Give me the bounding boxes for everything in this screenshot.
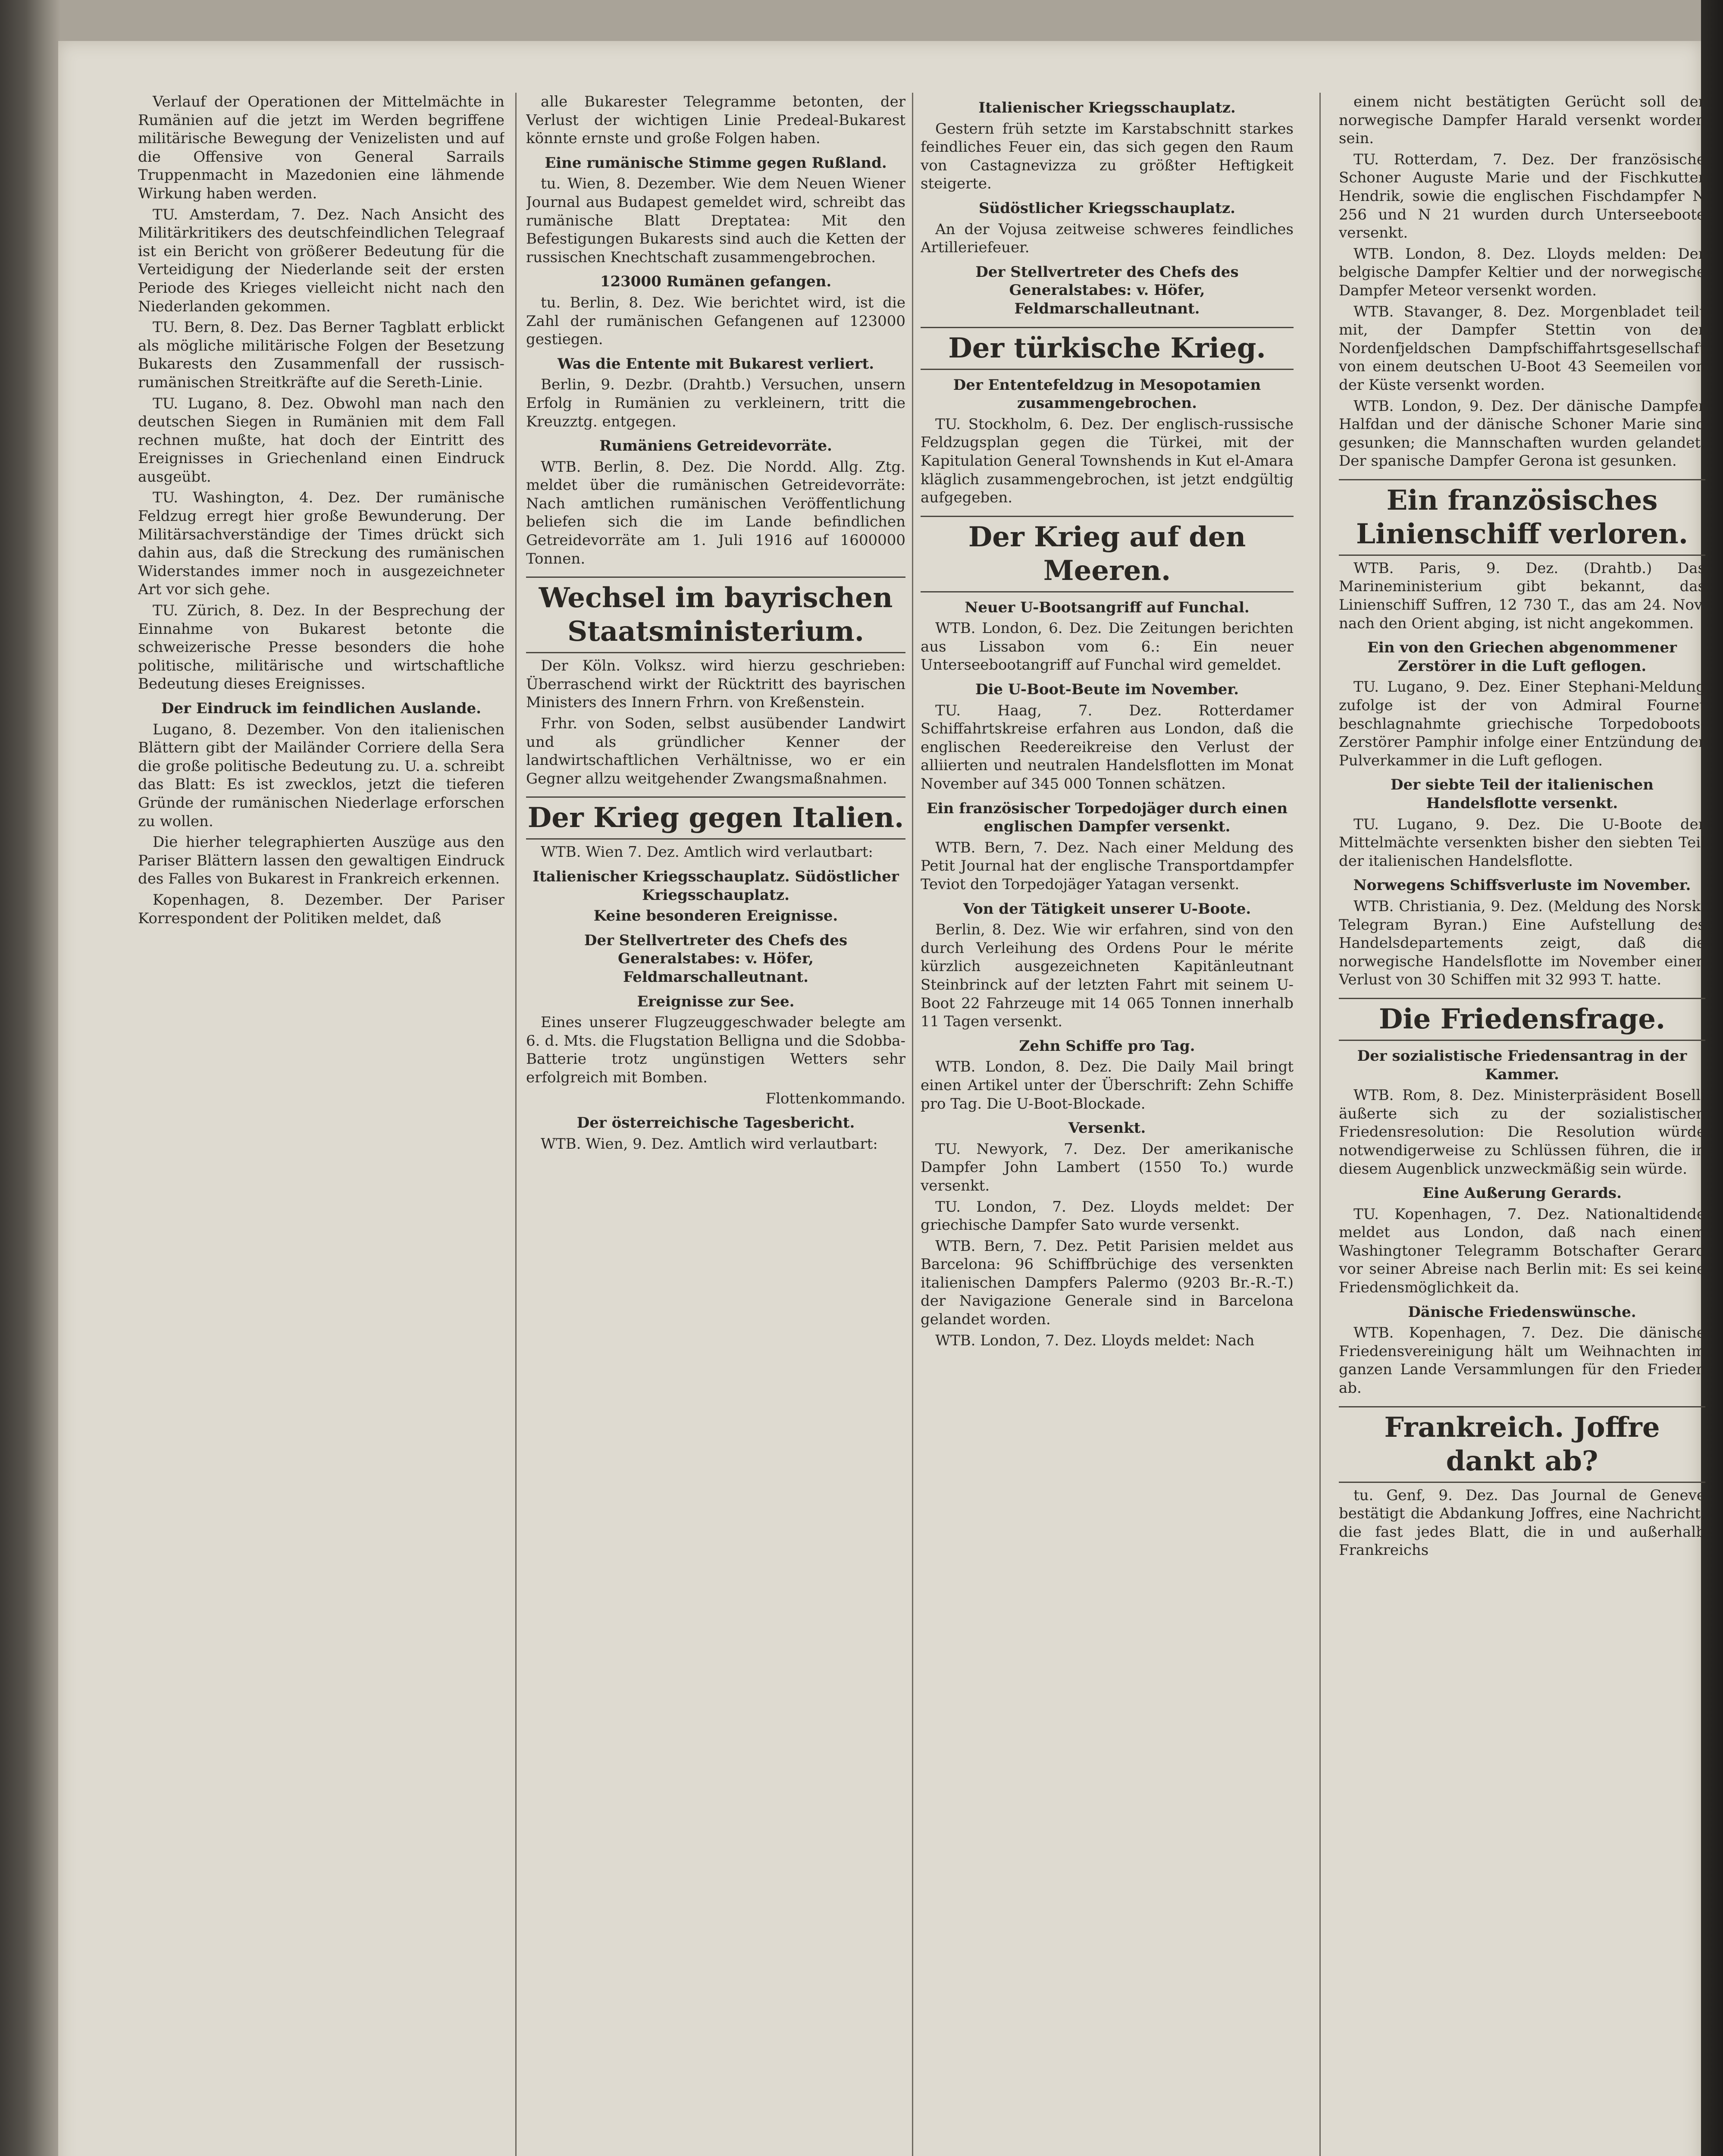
article-heading: Der Eindruck im feindlichen Auslande. [161, 700, 481, 717]
article-heading: Der Ententefeldzug in Mesopotamien zusammengebrochen. [953, 376, 1261, 412]
article-paragraph: tu. Wien, 8. Dezember. Wie dem Neuen Wiener Journal aus Budapest gemeldet wird, schreibt das rumänische Blatt Dreptatea: Mit den Befestigungen Bukarests sind auch die Ketten der russischen Knechtschaft zusammengebrochen. [526, 175, 905, 266]
column-3 [921, 93, 1294, 2156]
article-paragraph: WTB. Kopenhagen, 7. Dez. Die dänische Friedensvereinigung hält um Weihnachten im ganzen Lande Versammlungen für den Frieden ab. [1339, 1324, 1705, 1397]
article-paragraph: TU. Bern, 8. Dez. Das Berner Tagblatt erblickt als mögliche militärische Folgen der Besetzung Bukarests den Zusammenfall der russisch-rumänischen Streitkräfte auf die Sereth-Linie. [138, 319, 504, 391]
article-paragraph: TU. Rotterdam, 7. Dez. Der französische Schoner Auguste Marie und der Fischkutter Hendrik, sowie die englischen Fischdampfer N 256 und N 21 wurden durch Unterseeboote versenkt. [1339, 150, 1705, 242]
article-paragraph: TU. Lugano, 8. Dez. Obwohl man nach den deutschen Siegen in Rumänien mit dem Fall rechnen mußte, hat doch der Eintritt des Ereignisses in Griechenland einen Eindruck ausgeübt. [138, 395, 504, 486]
article-heading: Rumäniens Getreidevorräte. [599, 437, 832, 455]
article-heading: Zehn Schiffe pro Tag. [1019, 1037, 1195, 1055]
section-headline: Frankreich. Joffre dankt ab? [1339, 1406, 1705, 1483]
article-heading: Der Stellvertreter des Chefs des Generalstabes: v. Höfer, Feldmarschalleutnant. [975, 263, 1239, 317]
article-paragraph: WTB. Berlin, 8. Dez. Die Nordd. Allg. Ztg. meldet über die rumänischen Getreidevorräte: Nach amtlichen rumänischen Veröffentlichung beliefen sich die im Lande befindlichen Getreidevorräte am 1. Juli 1916 auf 1600000 Tonnen. [526, 458, 905, 567]
article-paragraph: WTB. London, 8. Dez. Die Daily Mail bringt einen Artikel unter der Überschrift: Zehn Schiffe pro Tag. Die U-Boot-Blockade. [921, 1058, 1294, 1112]
signature: Flottenkommando. [765, 1090, 905, 1107]
article-paragraph: alle Bukarester Telegramme betonten, der Verlust der wichtigen Linie Predeal-Bukarest könnte ernste und große Folgen haben. [526, 93, 905, 147]
article-paragraph: Kopenhagen, 8. Dezember. Der Pariser Korrespondent der Politiken meldet, daß [138, 891, 504, 927]
article-heading: Südöstlicher Kriegsschauplatz. [978, 199, 1236, 217]
article-paragraph: WTB. Christiania, 9. Dez. (Meldung des Norsk. Telegram Byran.) Eine Aufstellung des Handelsdepartements zeigt, daß die norwegische Handelsflotte im November einen Verlust von 30 Schiffen mit 32 993 T. hatte. [1339, 897, 1705, 989]
article-paragraph: Der Köln. Volksz. wird hierzu geschrieben: Überraschend wirkt der Rücktritt des bayrischen Ministers des Innern Frhrn. von Kreßenstein. [526, 657, 905, 711]
article-paragraph: tu. Genf, 9. Dez. Das Journal de Geneve bestätigt die Abdankung Joffres, eine Nachricht, die fast jedes Blatt, die in und außerhalb Frankreichs [1339, 1486, 1705, 1559]
article-paragraph: WTB. Stavanger, 8. Dez. Morgenbladet teilt mit, der Dampfer Stettin von der Nordenfjeldschen Dampfschiffahrtsgesellschaft von einem deutschen U-Boot 43 Seemeilen von der Küste versenkt worden. [1339, 303, 1705, 394]
article-paragraph: Frhr. von Soden, selbst ausübender Landwirt und als gründlicher Kenner der landwirtschaftlichen Verhältnisse, wo er ein Gegner allzu weitgehender Zwangsmaßnahmen. [526, 715, 905, 787]
article-heading: Dänische Friedenswünsche. [1408, 1303, 1636, 1321]
article-paragraph: An der Vojusa zeitweise schweres feindliches Artilleriefeuer. [921, 220, 1294, 257]
section-headline: Wechsel im bayrischen Staatsministerium. [526, 577, 905, 653]
article-paragraph: WTB. London, 6. Dez. Die Zeitungen berichten aus Lissabon vom 6.: Ein neuer Unterseebootangriff auf Funchal wird gemeldet. [921, 620, 1294, 674]
article-heading: Die U-Boot-Beute im November. [975, 681, 1239, 699]
section-headline: Der Krieg auf den Meeren. [921, 516, 1294, 592]
article-heading: 123000 Rumänen gefangen. [600, 273, 832, 291]
section-headline: Die Friedensfrage. [1339, 998, 1705, 1041]
article-paragraph: TU. Lugano, 9. Dez. Die U-Boote der Mittelmächte versenkten bisher den siebten Teil der italienischen Handelsflotte. [1339, 815, 1705, 870]
article-paragraph: Gestern früh setzte im Karstabschnitt starkes feindliches Feuer ein, das sich gegen den Raum von Castagnevizza zu größter Heftigkeit steigerte. [921, 120, 1294, 193]
article-paragraph: WTB. Bern, 7. Dez. Petit Parisien meldet aus Barcelona: 96 Schiffbrüchige des versenkten italienischen Dampfers Palermo (9203 Br.-R.-T.) der Navigazione Generale sind in Barcelona gelandet worden. [921, 1237, 1294, 1329]
column-rule [1319, 93, 1321, 2156]
article-heading: Der Stellvertreter des Chefs des Generalstabes: v. Höfer, Feldmarschalleutnant. [584, 931, 848, 986]
section-headline: Ein französisches Linienschiff verloren. [1339, 479, 1705, 556]
section-headline: Der türkische Krieg. [921, 327, 1294, 370]
article-heading: Ereignisse zur See. [637, 993, 795, 1010]
article-heading: Der sozialistische Friedensantrag in der Kammer. [1357, 1047, 1687, 1083]
column-rule [912, 93, 913, 2156]
article-paragraph: Lugano, 8. Dezember. Von den italienischen Blättern gibt der Mailänder Corriere della Sera die große politische Bedeutung zu. U. a. schreibt das Blatt: Es ist zwecklos, jetzt die tieferen Gründe der rumänischen Niederlage erforschen zu wollen. [138, 721, 504, 830]
article-heading: Ein von den Griechen abgenommener Zerstörer in die Luft geflogen. [1367, 639, 1677, 675]
article-paragraph: TU. Haag, 7. Dez. Rotterdamer Schiffahrtskreise erfahren aus London, daß die englischen Reedereikreise den Verlust der alliierten und neutralen Handelsflotten im Monat November auf 345 000 Tonnen schätzen. [921, 702, 1294, 793]
article-heading: Italienischer Kriegsschauplatz. Südöstlicher Kriegsschauplatz. [533, 868, 899, 904]
article-paragraph: WTB. Bern, 7. Dez. Nach einer Meldung des Petit Journal hat der englische Transportdampfer Teviot den Torpedojäger Yatagan versenkt. [921, 839, 1294, 893]
article-heading: Versenkt. [1068, 1119, 1146, 1137]
article-paragraph: WTB. London, 9. Dez. Der dänische Dampfer Halfdan und der dänische Schoner Marie sind gesunken; die Mannschaften wurden gelandet. Der spanische Dampfer Gerona ist gesunken. [1339, 397, 1705, 470]
article-heading: Eine Außerung Gerards. [1422, 1185, 1622, 1202]
column-rule [515, 93, 517, 2156]
article-heading: Was die Entente mit Bukarest verliert. [557, 355, 874, 373]
article-heading: Eine rumänische Stimme gegen Rußland. [545, 154, 887, 172]
article-paragraph: TU. Washington, 4. Dez. Der rumänische Feldzug erregt hier große Bewunderung. Der Militärsachverständige der Times drückt sich dahin aus, daß die Streckung des rumänischen Widerstandes immer noch in ausgezeichneter Art vor sich gehe. [138, 489, 504, 599]
article-paragraph: TU. London, 7. Dez. Lloyds meldet: Der griechische Dampfer Sato wurde versenkt. [921, 1198, 1294, 1234]
column-2 [526, 93, 905, 2156]
article-paragraph: WTB. London, 7. Dez. Lloyds meldet: Nach [935, 1332, 1255, 1349]
article-paragraph: Eines unserer Flugzeuggeschwader belegte am 6. d. Mts. die Flugstation Belligna und die Sdobba-Batterie trotz ungünstigen Wetters sehr erfolgreich mit Bomben. [526, 1014, 905, 1086]
article-heading: Norwegens Schiffsverluste im November. [1353, 877, 1691, 894]
article-paragraph: WTB. Wien, 9. Dez. Amtlich wird verlautbart: [541, 1135, 878, 1153]
article-paragraph: WTB. Rom, 8. Dez. Ministerpräsident Boselli äußerte sich zu der sozialistischen Friedensresolution: Die Resolution würde notwendigerweise zu Schlüssen führen, die in diesem Augenblick unzweckmäßig sein würde. [1339, 1087, 1705, 1178]
article-paragraph: WTB. London, 8. Dez. Lloyds melden: Der belgische Dampfer Keltier und der norwegische Dampfer Meteor versenkt worden. [1339, 245, 1705, 299]
article-paragraph: einem nicht bestätigten Gerücht soll der norwegische Dampfer Harald versenkt worden sein. [1339, 93, 1705, 147]
article-paragraph: tu. Berlin, 8. Dez. Wie berichtet wird, ist die Zahl der rumänischen Gefangenen auf 123000 gestiegen. [526, 294, 905, 348]
article-heading: Von der Tätigkeit unserer U-Boote. [963, 900, 1251, 918]
article-heading: Ein französischer Torpedojäger durch einen englischen Dampfer versenkt. [926, 799, 1288, 836]
article-paragraph: TU. Amsterdam, 7. Dez. Nach Ansicht des Militärkritikers des deutschfeindlichen Telegraaf ist ein Bericht von größerer Bedeutung für die Verteidigung der Niederlande seit der ersten Periode des Krieges vielleicht nicht nach den Niederlanden gekommen. [138, 206, 504, 315]
article-paragraph: Berlin, 9. Dezbr. (Drahtb.) Versuchen, unsern Erfolg in Rumänien zu verkleinern, tritt die Kreuzztg. entgegen. [526, 376, 905, 430]
article-paragraph: Verlauf der Operationen der Mittelmächte in Rumänien auf die jetzt im Werden begriffene militärische Bewegung der Venizelisten und auf die Offensive von General Sarrails Truppenmacht in Mazedonien eine lähmende Wirkung haben werden. [138, 93, 504, 202]
article-paragraph: TU. Lugano, 9. Dez. Einer Stephani-Meldung zufolge ist der von Admiral Fournet beschlagnahmte griechische Torpedoboots-Zerstörer Pamphir infolge einer Entzündung der Pulverkammer in die Luft geflogen. [1339, 678, 1705, 769]
column-4 [1339, 93, 1705, 2156]
section-headline: Der Krieg gegen Italien. [526, 796, 905, 840]
sub-heading: Keine besonderen Ereignisse. [593, 907, 838, 925]
article-paragraph: TU. Stockholm, 6. Dez. Der englisch-russische Feldzugsplan gegen die Türkei, mit der Kapitulation General Townshends in Kut el-Amara kläglich zusammengebrochen, ist jetzt endgültig aufgegeben. [921, 415, 1294, 507]
article-paragraph: Die hierher telegraphierten Auszüge aus den Pariser Blättern lassen den gewaltigen Eindruck des Falles von Bukarest in Frankreich erkennen. [138, 834, 504, 888]
article-paragraph: TU. Newyork, 7. Dez. Der amerikanische Dampfer John Lambert (1550 To.) wurde versenkt. [921, 1140, 1294, 1194]
article-heading: Neuer U-Bootsangriff auf Funchal. [965, 599, 1250, 616]
article-paragraph: Berlin, 8. Dez. Wie wir erfahren, sind von den durch Verleihung des Ordens Pour le mérite kürzlich ausgezeichneten Kapitänleutnant Steinbrinck auf der letzten Fahrt mit seinem U-Boot 22 Fahrzeuge mit 14 065 Tonnen innerhalb 11 Tagen versenkt. [921, 921, 1294, 1031]
column-1 [138, 93, 504, 2156]
article-paragraph: WTB. Paris, 9. Dez. (Drahtb.) Das Marineministerium gibt bekannt, das Linienschiff Suffren, 12 730 T., das am 24. Nov. nach den Orient abging, ist nicht angekommen. [1339, 559, 1705, 632]
article-paragraph: TU. Kopenhagen, 7. Dez. Nationaltidende meldet aus London, daß nach einem Washingtoner Telegramm Botschafter Gerard vor seiner Abreise nach Berlin mit: Es sei keine Friedensmöglichkeit da. [1339, 1205, 1705, 1297]
article-heading: Italienischer Kriegsschauplatz. [978, 99, 1236, 116]
article-heading: Der siebte Teil der italienischen Handelsflotte versenkt. [1390, 776, 1654, 812]
article-heading: Der österreichische Tagesbericht. [576, 1114, 855, 1132]
article-paragraph: TU. Zürich, 8. Dez. In der Besprechung der Einnahme von Bukarest betonte die schweizerische Presse besonders die hohe politische, militärische und wirtschaftliche Bedeutung dieses Ereignisses. [138, 602, 504, 693]
article-paragraph: WTB. Wien 7. Dez. Amtlich wird verlautbart: [541, 843, 873, 861]
